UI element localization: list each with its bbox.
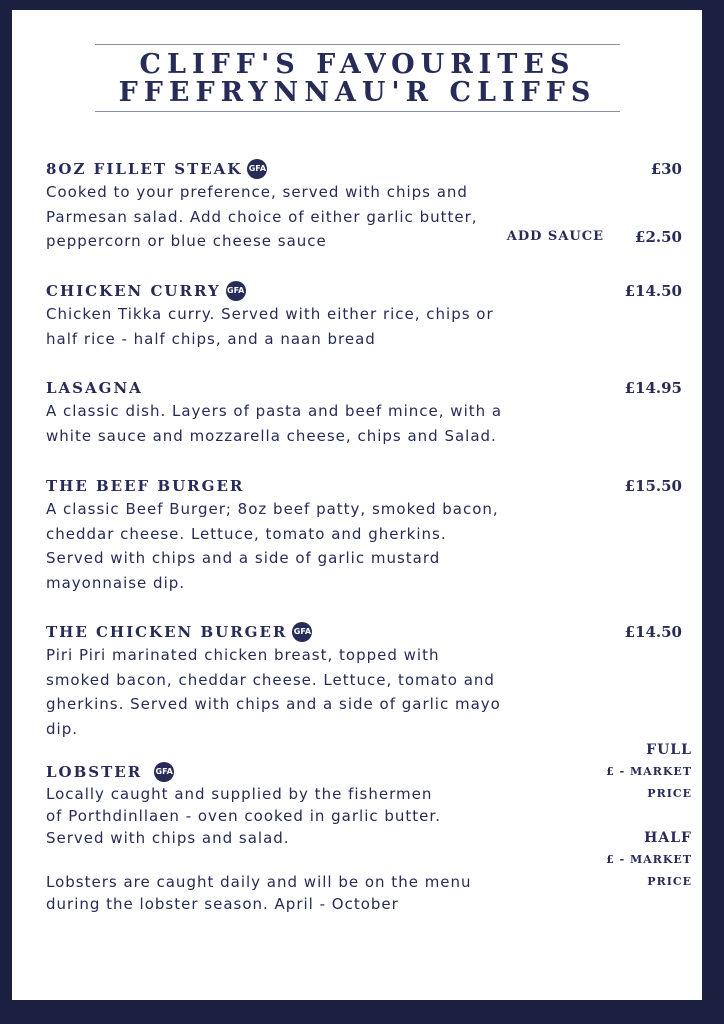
dish-description-line: cheddar cheese. Lettuce, tomato and gherkins. bbox=[46, 524, 447, 543]
lobster-season-note: Lobsters are caught daily and will be on the menu bbox=[46, 873, 472, 891]
dish-description-line: Locally caught and supplied by the fishermen bbox=[46, 785, 433, 803]
dish-name: CHICKEN CURRY bbox=[46, 282, 221, 300]
gluten-free-badge-icon: GFA bbox=[247, 159, 267, 179]
dish-description-line: gherkins. Served with chips and a side of garlic mayo bbox=[46, 695, 501, 713]
dish-description-line: white sauce and mozzarella cheese, chips and Salad. bbox=[46, 426, 497, 445]
dish-name: THE BEEF BURGER bbox=[46, 477, 245, 495]
gluten-free-badge-icon: GFA bbox=[154, 762, 174, 782]
dish-name: LOBSTER bbox=[46, 763, 143, 781]
dish-description-line: A classic dish. Layers of pasta and beef mince, with a bbox=[46, 402, 503, 420]
dish-description-line: Parmesan salad. Add choice of either garlic butter, bbox=[46, 207, 478, 226]
menu-title bbox=[95, 44, 620, 112]
price-label: PRICE bbox=[647, 875, 692, 888]
dish-name: 8OZ FILLET STEAK bbox=[46, 160, 243, 178]
price-label: PRICE bbox=[647, 787, 692, 800]
dish-price: £14.95 bbox=[624, 379, 682, 397]
dish-beef-burger bbox=[46, 475, 692, 595]
dish-description-line: of Porthdinllaen - oven cooked in garlic butter. bbox=[46, 807, 441, 825]
gluten-free-badge-icon: GFA bbox=[226, 281, 246, 301]
dish-price: £14.50 bbox=[624, 282, 682, 300]
dish-description-line: mayonnaise dip. bbox=[46, 573, 186, 592]
dish-description-line: Chicken Tikka curry. Served with either rice, chips or bbox=[46, 305, 494, 323]
menu-page bbox=[12, 10, 702, 1000]
title-welsh: FFEFRYNNAU'R CLIFFS bbox=[118, 77, 597, 108]
dish-description-line: Cooked to your preference, served with chips and bbox=[46, 183, 468, 201]
dish-description-line: Piri Piri marinated chicken breast, topped with bbox=[46, 646, 440, 664]
title-english: CLIFF'S FAVOURITES bbox=[139, 49, 576, 80]
dish-price: £30 bbox=[650, 160, 682, 178]
dish-lasagna bbox=[46, 377, 692, 448]
dish-lobster bbox=[46, 761, 692, 915]
dish-price: £14.50 bbox=[624, 623, 682, 641]
dish-description-line: Served with chips and a side of garlic mustard bbox=[46, 549, 441, 567]
lobster-half-price bbox=[606, 827, 692, 893]
dish-description-line: dip. bbox=[46, 719, 78, 738]
dish-description-line: A classic Beef Burger; 8oz beef patty, smoked bacon, bbox=[46, 500, 499, 518]
market-label: £ - MARKET bbox=[606, 765, 692, 778]
add-sauce-price: £2.50 bbox=[635, 228, 682, 246]
dish-description-line: half rice - half chips, and a naan bread bbox=[46, 329, 376, 348]
dish-fillet-steak bbox=[46, 158, 692, 254]
lobster-full-label: FULL bbox=[646, 742, 692, 758]
dish-description-line: peppercorn or blue cheese sauce bbox=[46, 232, 327, 250]
gluten-free-badge-icon: GFA bbox=[292, 622, 312, 642]
dish-price: £15.50 bbox=[624, 477, 682, 495]
add-sauce-label: ADD SAUCE bbox=[506, 229, 604, 244]
dish-chicken-burger bbox=[46, 621, 692, 741]
lobster-half-label: HALF bbox=[644, 830, 692, 846]
market-label: £ - MARKET bbox=[606, 853, 692, 866]
dish-name: LASAGNA bbox=[46, 379, 143, 397]
dish-description-line: smoked bacon, cheddar cheese. Lettuce, tomato and bbox=[46, 670, 495, 689]
dish-description-line: Served with chips and salad. bbox=[46, 829, 290, 847]
lobster-full-price bbox=[606, 739, 692, 805]
dish-chicken-curry bbox=[46, 280, 692, 351]
dish-name: THE CHICKEN BURGER bbox=[46, 623, 288, 641]
lobster-season-note: during the lobster season. April - October bbox=[46, 895, 399, 913]
